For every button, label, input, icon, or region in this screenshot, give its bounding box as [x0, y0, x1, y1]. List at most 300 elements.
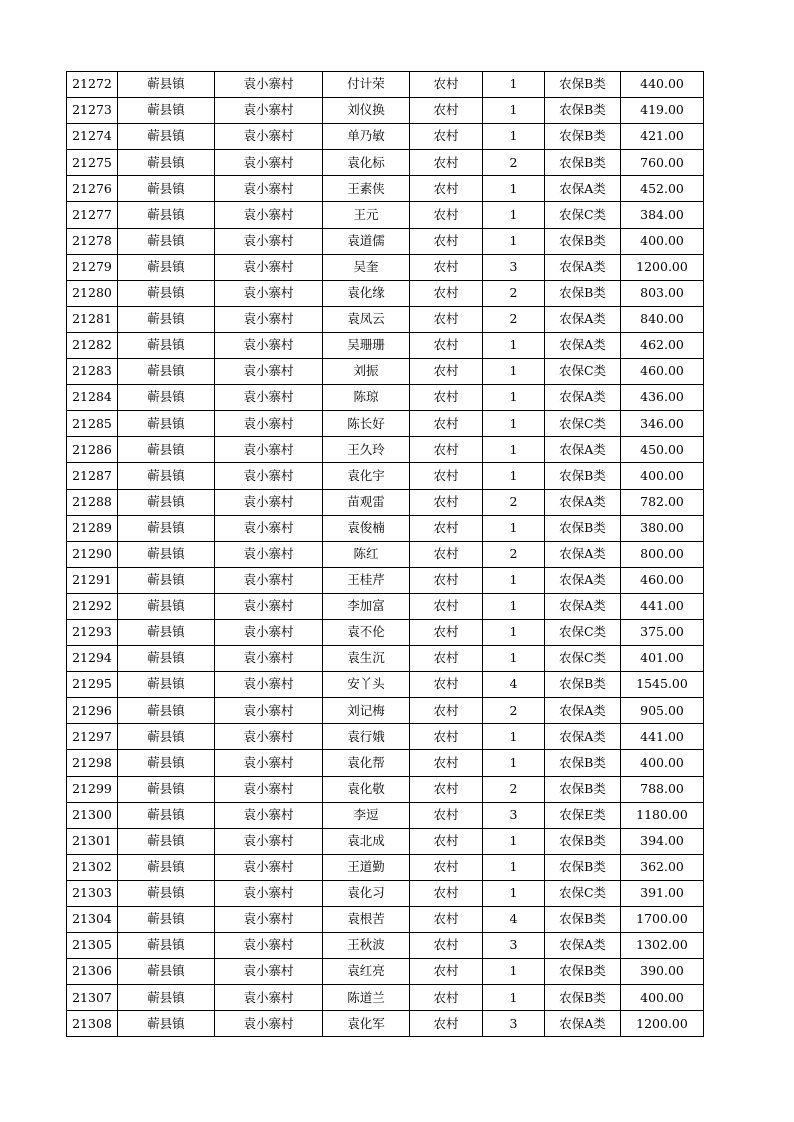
- village-cell: 袁小寨村: [215, 541, 323, 567]
- area-type-cell: 农村: [410, 907, 483, 933]
- village-cell: 袁小寨村: [215, 359, 323, 385]
- record-id-cell: 21292: [67, 593, 118, 619]
- category-cell: 农保A类: [545, 541, 621, 567]
- village-cell: 袁小寨村: [215, 698, 323, 724]
- town-cell: 蕲县镇: [118, 411, 215, 437]
- area-type-cell: 农村: [410, 411, 483, 437]
- name-cell: 王桂芹: [323, 567, 410, 593]
- record-id-cell: 21283: [67, 359, 118, 385]
- household-count-cell: 3: [483, 254, 545, 280]
- household-count-cell: 2: [483, 150, 545, 176]
- household-count-cell: 1: [483, 359, 545, 385]
- category-cell: 农保B类: [545, 672, 621, 698]
- category-cell: 农保A类: [545, 332, 621, 358]
- village-cell: 袁小寨村: [215, 463, 323, 489]
- area-type-cell: 农村: [410, 959, 483, 985]
- household-count-cell: 1: [483, 385, 545, 411]
- category-cell: 农保B类: [545, 776, 621, 802]
- category-cell: 农保A类: [545, 306, 621, 332]
- household-count-cell: 1: [483, 463, 545, 489]
- household-count-cell: 1: [483, 228, 545, 254]
- village-cell: 袁小寨村: [215, 72, 323, 98]
- table-row: [67, 776, 704, 802]
- household-count-cell: 1: [483, 202, 545, 228]
- table-row: [67, 437, 704, 463]
- amount-cell: 460.00: [621, 359, 704, 385]
- area-type-cell: 农村: [410, 124, 483, 150]
- amount-cell: 905.00: [621, 698, 704, 724]
- table-row: [67, 933, 704, 959]
- village-cell: 袁小寨村: [215, 306, 323, 332]
- household-count-cell: 1: [483, 515, 545, 541]
- amount-cell: 401.00: [621, 646, 704, 672]
- village-cell: 袁小寨村: [215, 776, 323, 802]
- category-cell: 农保B类: [545, 72, 621, 98]
- household-count-cell: 1: [483, 437, 545, 463]
- area-type-cell: 农村: [410, 724, 483, 750]
- category-cell: 农保A类: [545, 724, 621, 750]
- village-cell: 袁小寨村: [215, 385, 323, 411]
- category-cell: 农保B类: [545, 828, 621, 854]
- name-cell: 王久玲: [323, 437, 410, 463]
- table-row: [67, 332, 704, 358]
- category-cell: 农保B类: [545, 515, 621, 541]
- category-cell: 农保A类: [545, 1011, 621, 1037]
- amount-cell: 788.00: [621, 776, 704, 802]
- record-id-cell: 21307: [67, 985, 118, 1011]
- record-id-cell: 21306: [67, 959, 118, 985]
- amount-cell: 1302.00: [621, 933, 704, 959]
- town-cell: 蕲县镇: [118, 150, 215, 176]
- record-id-cell: 21284: [67, 385, 118, 411]
- record-id-cell: 21297: [67, 724, 118, 750]
- village-cell: 袁小寨村: [215, 228, 323, 254]
- amount-cell: 460.00: [621, 567, 704, 593]
- village-cell: 袁小寨村: [215, 254, 323, 280]
- household-count-cell: 4: [483, 907, 545, 933]
- village-cell: 袁小寨村: [215, 98, 323, 124]
- village-cell: 袁小寨村: [215, 933, 323, 959]
- area-type-cell: 农村: [410, 567, 483, 593]
- amount-cell: 384.00: [621, 202, 704, 228]
- category-cell: 农保C类: [545, 411, 621, 437]
- name-cell: 王素侠: [323, 176, 410, 202]
- household-count-cell: 3: [483, 933, 545, 959]
- record-id-cell: 21308: [67, 1011, 118, 1037]
- amount-cell: 1545.00: [621, 672, 704, 698]
- name-cell: 刘记梅: [323, 698, 410, 724]
- record-id-cell: 21300: [67, 802, 118, 828]
- amount-cell: 452.00: [621, 176, 704, 202]
- record-id-cell: 21288: [67, 489, 118, 515]
- record-id-cell: 21299: [67, 776, 118, 802]
- area-type-cell: 农村: [410, 698, 483, 724]
- amount-cell: 1200.00: [621, 1011, 704, 1037]
- household-count-cell: 2: [483, 541, 545, 567]
- name-cell: 王元: [323, 202, 410, 228]
- category-cell: 农保B类: [545, 280, 621, 306]
- town-cell: 蕲县镇: [118, 306, 215, 332]
- name-cell: 陈红: [323, 541, 410, 567]
- amount-cell: 1180.00: [621, 802, 704, 828]
- village-cell: 袁小寨村: [215, 907, 323, 933]
- category-cell: 农保B类: [545, 463, 621, 489]
- area-type-cell: 农村: [410, 98, 483, 124]
- village-cell: 袁小寨村: [215, 724, 323, 750]
- amount-cell: 400.00: [621, 985, 704, 1011]
- amount-cell: 1200.00: [621, 254, 704, 280]
- name-cell: 袁化帮: [323, 750, 410, 776]
- area-type-cell: 农村: [410, 515, 483, 541]
- name-cell: 袁不伦: [323, 619, 410, 645]
- category-cell: 农保A类: [545, 437, 621, 463]
- category-cell: 农保B类: [545, 854, 621, 880]
- record-id-cell: 21291: [67, 567, 118, 593]
- name-cell: 苗观雷: [323, 489, 410, 515]
- amount-cell: 840.00: [621, 306, 704, 332]
- village-cell: 袁小寨村: [215, 880, 323, 906]
- record-id-cell: 21301: [67, 828, 118, 854]
- town-cell: 蕲县镇: [118, 463, 215, 489]
- name-cell: 吴珊珊: [323, 332, 410, 358]
- table-row: [67, 515, 704, 541]
- amount-cell: 421.00: [621, 124, 704, 150]
- town-cell: 蕲县镇: [118, 332, 215, 358]
- record-id-cell: 21280: [67, 280, 118, 306]
- household-count-cell: 1: [483, 854, 545, 880]
- category-cell: 农保A类: [545, 593, 621, 619]
- table-row: [67, 619, 704, 645]
- category-cell: 农保C类: [545, 619, 621, 645]
- name-cell: 陈长好: [323, 411, 410, 437]
- record-id-cell: 21305: [67, 933, 118, 959]
- record-id-cell: 21275: [67, 150, 118, 176]
- name-cell: 袁化标: [323, 150, 410, 176]
- category-cell: 农保B类: [545, 750, 621, 776]
- table-row: [67, 150, 704, 176]
- category-cell: 农保C类: [545, 359, 621, 385]
- village-cell: 袁小寨村: [215, 854, 323, 880]
- town-cell: 蕲县镇: [118, 750, 215, 776]
- amount-cell: 440.00: [621, 72, 704, 98]
- town-cell: 蕲县镇: [118, 1011, 215, 1037]
- household-count-cell: 1: [483, 985, 545, 1011]
- town-cell: 蕲县镇: [118, 776, 215, 802]
- area-type-cell: 农村: [410, 228, 483, 254]
- village-cell: 袁小寨村: [215, 985, 323, 1011]
- town-cell: 蕲县镇: [118, 98, 215, 124]
- record-id-cell: 21294: [67, 646, 118, 672]
- table-row: [67, 359, 704, 385]
- amount-cell: 800.00: [621, 541, 704, 567]
- table-row: [67, 176, 704, 202]
- household-count-cell: 2: [483, 489, 545, 515]
- table-row: [67, 411, 704, 437]
- table-row: [67, 254, 704, 280]
- record-id-cell: 21273: [67, 98, 118, 124]
- household-count-cell: 1: [483, 619, 545, 645]
- name-cell: 袁根苦: [323, 907, 410, 933]
- table-row: [67, 1011, 704, 1037]
- town-cell: 蕲县镇: [118, 228, 215, 254]
- town-cell: 蕲县镇: [118, 72, 215, 98]
- household-count-cell: 1: [483, 724, 545, 750]
- name-cell: 王秋波: [323, 933, 410, 959]
- record-id-cell: 21278: [67, 228, 118, 254]
- amount-cell: 419.00: [621, 98, 704, 124]
- village-cell: 袁小寨村: [215, 828, 323, 854]
- amount-cell: 346.00: [621, 411, 704, 437]
- village-cell: 袁小寨村: [215, 489, 323, 515]
- category-cell: 农保B类: [545, 907, 621, 933]
- category-cell: 农保B类: [545, 124, 621, 150]
- table-row: [67, 489, 704, 515]
- amount-cell: 462.00: [621, 332, 704, 358]
- village-cell: 袁小寨村: [215, 646, 323, 672]
- category-cell: 农保B类: [545, 228, 621, 254]
- record-id-cell: 21287: [67, 463, 118, 489]
- record-id-cell: 21279: [67, 254, 118, 280]
- area-type-cell: 农村: [410, 776, 483, 802]
- name-cell: 袁化缘: [323, 280, 410, 306]
- amount-cell: 394.00: [621, 828, 704, 854]
- village-cell: 袁小寨村: [215, 1011, 323, 1037]
- town-cell: 蕲县镇: [118, 280, 215, 306]
- category-cell: 农保B类: [545, 150, 621, 176]
- town-cell: 蕲县镇: [118, 254, 215, 280]
- town-cell: 蕲县镇: [118, 672, 215, 698]
- table-row: [67, 567, 704, 593]
- record-id-cell: 21298: [67, 750, 118, 776]
- town-cell: 蕲县镇: [118, 124, 215, 150]
- record-id-cell: 21295: [67, 672, 118, 698]
- area-type-cell: 农村: [410, 619, 483, 645]
- category-cell: 农保C类: [545, 880, 621, 906]
- category-cell: 农保A类: [545, 254, 621, 280]
- town-cell: 蕲县镇: [118, 489, 215, 515]
- name-cell: 袁俊楠: [323, 515, 410, 541]
- category-cell: 农保A类: [545, 385, 621, 411]
- name-cell: 袁红亮: [323, 959, 410, 985]
- category-cell: 农保B类: [545, 985, 621, 1011]
- record-id-cell: 21281: [67, 306, 118, 332]
- table-row: [67, 98, 704, 124]
- table-row: [67, 124, 704, 150]
- household-count-cell: 1: [483, 124, 545, 150]
- household-count-cell: 1: [483, 959, 545, 985]
- roster-table: [66, 71, 704, 1037]
- town-cell: 蕲县镇: [118, 437, 215, 463]
- amount-cell: 380.00: [621, 515, 704, 541]
- household-count-cell: 1: [483, 72, 545, 98]
- town-cell: 蕲县镇: [118, 907, 215, 933]
- village-cell: 袁小寨村: [215, 515, 323, 541]
- amount-cell: 400.00: [621, 750, 704, 776]
- record-id-cell: 21293: [67, 619, 118, 645]
- village-cell: 袁小寨村: [215, 202, 323, 228]
- town-cell: 蕲县镇: [118, 802, 215, 828]
- area-type-cell: 农村: [410, 463, 483, 489]
- household-count-cell: 4: [483, 672, 545, 698]
- name-cell: 袁道儒: [323, 228, 410, 254]
- village-cell: 袁小寨村: [215, 124, 323, 150]
- category-cell: 农保C类: [545, 646, 621, 672]
- table-row: [67, 72, 704, 98]
- village-cell: 袁小寨村: [215, 567, 323, 593]
- table-row: [67, 228, 704, 254]
- category-cell: 农保C类: [545, 202, 621, 228]
- amount-cell: 436.00: [621, 385, 704, 411]
- amount-cell: 450.00: [621, 437, 704, 463]
- amount-cell: 441.00: [621, 724, 704, 750]
- village-cell: 袁小寨村: [215, 332, 323, 358]
- category-cell: 农保A类: [545, 176, 621, 202]
- town-cell: 蕲县镇: [118, 385, 215, 411]
- amount-cell: 400.00: [621, 463, 704, 489]
- name-cell: 袁化军: [323, 1011, 410, 1037]
- area-type-cell: 农村: [410, 646, 483, 672]
- town-cell: 蕲县镇: [118, 567, 215, 593]
- household-count-cell: 1: [483, 593, 545, 619]
- amount-cell: 760.00: [621, 150, 704, 176]
- village-cell: 袁小寨村: [215, 959, 323, 985]
- name-cell: 陈琼: [323, 385, 410, 411]
- town-cell: 蕲县镇: [118, 541, 215, 567]
- amount-cell: 803.00: [621, 280, 704, 306]
- category-cell: 农保A类: [545, 933, 621, 959]
- name-cell: 吴奎: [323, 254, 410, 280]
- category-cell: 农保A类: [545, 698, 621, 724]
- category-cell: 农保B类: [545, 959, 621, 985]
- village-cell: 袁小寨村: [215, 593, 323, 619]
- name-cell: 付计荣: [323, 72, 410, 98]
- village-cell: 袁小寨村: [215, 802, 323, 828]
- record-id-cell: 21302: [67, 854, 118, 880]
- name-cell: 袁化敬: [323, 776, 410, 802]
- town-cell: 蕲县镇: [118, 176, 215, 202]
- record-id-cell: 21290: [67, 541, 118, 567]
- household-count-cell: 2: [483, 306, 545, 332]
- name-cell: 刘振: [323, 359, 410, 385]
- name-cell: 刘仪换: [323, 98, 410, 124]
- category-cell: 农保B类: [545, 98, 621, 124]
- area-type-cell: 农村: [410, 359, 483, 385]
- table-row: [67, 802, 704, 828]
- town-cell: 蕲县镇: [118, 880, 215, 906]
- town-cell: 蕲县镇: [118, 933, 215, 959]
- household-count-cell: 1: [483, 750, 545, 776]
- area-type-cell: 农村: [410, 254, 483, 280]
- table-row: [67, 828, 704, 854]
- record-id-cell: 21274: [67, 124, 118, 150]
- record-id-cell: 21277: [67, 202, 118, 228]
- household-count-cell: 2: [483, 776, 545, 802]
- area-type-cell: 农村: [410, 306, 483, 332]
- amount-cell: 375.00: [621, 619, 704, 645]
- area-type-cell: 农村: [410, 202, 483, 228]
- household-count-cell: 1: [483, 332, 545, 358]
- table-row: [67, 280, 704, 306]
- area-type-cell: 农村: [410, 854, 483, 880]
- area-type-cell: 农村: [410, 1011, 483, 1037]
- table-row: [67, 385, 704, 411]
- village-cell: 袁小寨村: [215, 619, 323, 645]
- household-count-cell: 3: [483, 1011, 545, 1037]
- record-id-cell: 21272: [67, 72, 118, 98]
- name-cell: 袁生沉: [323, 646, 410, 672]
- amount-cell: 390.00: [621, 959, 704, 985]
- name-cell: 李加富: [323, 593, 410, 619]
- table-row: [67, 698, 704, 724]
- village-cell: 袁小寨村: [215, 672, 323, 698]
- household-count-cell: 1: [483, 411, 545, 437]
- household-count-cell: 2: [483, 280, 545, 306]
- village-cell: 袁小寨村: [215, 437, 323, 463]
- household-count-cell: 1: [483, 567, 545, 593]
- table-row: [67, 306, 704, 332]
- town-cell: 蕲县镇: [118, 515, 215, 541]
- name-cell: 王道勤: [323, 854, 410, 880]
- table-row: [67, 854, 704, 880]
- household-count-cell: 2: [483, 698, 545, 724]
- table-row: [67, 202, 704, 228]
- name-cell: 袁化宇: [323, 463, 410, 489]
- village-cell: 袁小寨村: [215, 176, 323, 202]
- amount-cell: 782.00: [621, 489, 704, 515]
- table-row: [67, 724, 704, 750]
- town-cell: 蕲县镇: [118, 985, 215, 1011]
- area-type-cell: 农村: [410, 593, 483, 619]
- name-cell: 单乃敏: [323, 124, 410, 150]
- amount-cell: 391.00: [621, 880, 704, 906]
- household-count-cell: 1: [483, 98, 545, 124]
- name-cell: 安丫头: [323, 672, 410, 698]
- village-cell: 袁小寨村: [215, 280, 323, 306]
- household-count-cell: 1: [483, 646, 545, 672]
- area-type-cell: 农村: [410, 880, 483, 906]
- table-row: [67, 646, 704, 672]
- table-row: [67, 750, 704, 776]
- household-count-cell: 1: [483, 828, 545, 854]
- record-id-cell: 21303: [67, 880, 118, 906]
- name-cell: 袁凤云: [323, 306, 410, 332]
- village-cell: 袁小寨村: [215, 750, 323, 776]
- name-cell: 袁行娥: [323, 724, 410, 750]
- table-row: [67, 672, 704, 698]
- area-type-cell: 农村: [410, 437, 483, 463]
- record-id-cell: 21304: [67, 907, 118, 933]
- name-cell: 袁北成: [323, 828, 410, 854]
- amount-cell: 1700.00: [621, 907, 704, 933]
- category-cell: 农保A类: [545, 489, 621, 515]
- town-cell: 蕲县镇: [118, 854, 215, 880]
- record-id-cell: 21285: [67, 411, 118, 437]
- category-cell: 农保E类: [545, 802, 621, 828]
- household-count-cell: 1: [483, 880, 545, 906]
- village-cell: 袁小寨村: [215, 411, 323, 437]
- area-type-cell: 农村: [410, 672, 483, 698]
- area-type-cell: 农村: [410, 332, 483, 358]
- town-cell: 蕲县镇: [118, 698, 215, 724]
- table-row: [67, 880, 704, 906]
- record-id-cell: 21282: [67, 332, 118, 358]
- amount-cell: 362.00: [621, 854, 704, 880]
- name-cell: 李逗: [323, 802, 410, 828]
- table-row: [67, 959, 704, 985]
- amount-cell: 441.00: [621, 593, 704, 619]
- roster-body: [67, 72, 704, 1037]
- amount-cell: 400.00: [621, 228, 704, 254]
